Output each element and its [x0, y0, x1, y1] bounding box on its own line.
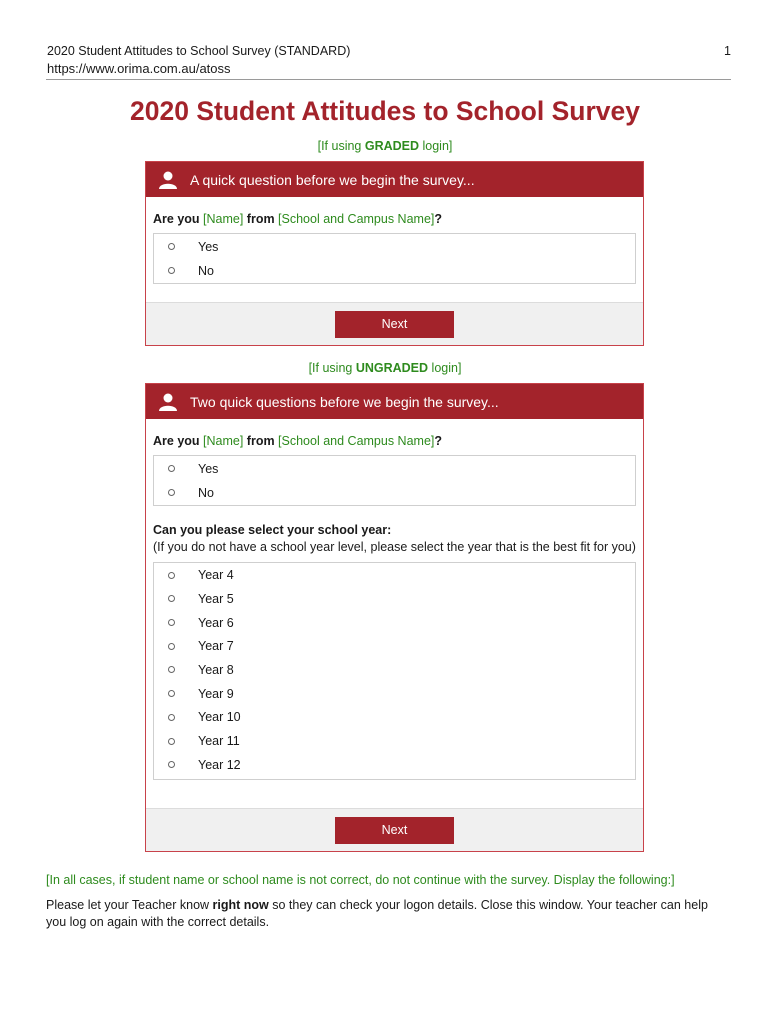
radio-button[interactable]	[168, 267, 175, 274]
school-year-hint: (If you do not have a school year level, please select the year that is the best fit for you)	[153, 540, 636, 555]
name-confirm-question: Are you [Name] from [School and Campus Name]?	[153, 434, 443, 448]
option-year-7[interactable]: Year 7	[154, 634, 635, 658]
page-header	[47, 44, 731, 76]
card-header	[146, 162, 643, 197]
survey-url[interactable]: https://www.orima.com.au/atoss	[47, 61, 231, 76]
name-confirm-question: Are you [Name] from [School and Campus Name]?	[153, 212, 443, 226]
header-divider	[46, 79, 731, 80]
name-confirm-options	[153, 233, 636, 284]
radio-button[interactable]	[168, 243, 175, 250]
user-icon	[146, 170, 190, 190]
option-year-5[interactable]: Year 5	[154, 587, 635, 611]
instruction-note: [In all cases, if student name or school name is not correct, do not continue with the survey. Display the following:]	[46, 873, 675, 887]
page-number: 1	[724, 44, 731, 58]
page-title: 2020 Student Attitudes to School Survey	[130, 96, 640, 126]
card-heading: Two quick questions before we begin the survey...	[190, 393, 499, 410]
option-year-10[interactable]: Year 10	[154, 706, 635, 730]
user-icon	[146, 392, 190, 412]
document-title: 2020 Student Attitudes to School Survey (STANDARD)	[47, 44, 351, 58]
option-year-9[interactable]: Year 9	[154, 682, 635, 706]
option-year-12[interactable]: Year 12	[154, 753, 635, 777]
card-heading: A quick question before we begin the survey...	[190, 171, 475, 188]
radio-button[interactable]	[168, 714, 175, 721]
radio-button[interactable]	[168, 595, 175, 602]
radio-button[interactable]	[168, 643, 175, 650]
school-year-options	[153, 562, 636, 779]
option-year-8[interactable]: Year 8	[154, 658, 635, 682]
card-footer	[146, 808, 643, 851]
card-header	[146, 384, 643, 419]
radio-button[interactable]	[168, 738, 175, 745]
option-year-6[interactable]: Year 6	[154, 611, 635, 635]
option-no[interactable]: No	[154, 481, 635, 505]
radio-button[interactable]	[168, 666, 175, 673]
option-no[interactable]: No	[154, 259, 635, 283]
next-button[interactable]: Next	[335, 817, 454, 844]
option-year-4[interactable]: Year 4	[154, 563, 635, 587]
name-confirm-options	[153, 455, 636, 506]
option-yes[interactable]: Yes	[154, 235, 635, 259]
card-footer	[146, 302, 643, 345]
graded-login-note: [If using GRADED login]	[317, 139, 453, 153]
ungraded-login-note: [If using UNGRADED login]	[308, 361, 462, 375]
radio-button[interactable]	[168, 761, 175, 768]
radio-button[interactable]	[168, 465, 175, 472]
ungraded-survey-card	[145, 383, 644, 852]
option-yes[interactable]: Yes	[154, 457, 635, 481]
radio-button[interactable]	[168, 619, 175, 626]
radio-button[interactable]	[168, 690, 175, 697]
error-message: Please let your Teacher know right now so they can check your logon details. Close this window. Your teacher can help you log on again with the correct details.	[46, 898, 708, 929]
radio-button[interactable]	[168, 572, 175, 579]
radio-button[interactable]	[168, 489, 175, 496]
school-year-question: Can you please select your school year: (If you do not have a school year level, please select the year that is the best fit for you)	[153, 523, 636, 555]
option-year-11[interactable]: Year 11	[154, 729, 635, 753]
graded-survey-card	[145, 161, 644, 346]
next-button[interactable]: Next	[335, 311, 454, 338]
